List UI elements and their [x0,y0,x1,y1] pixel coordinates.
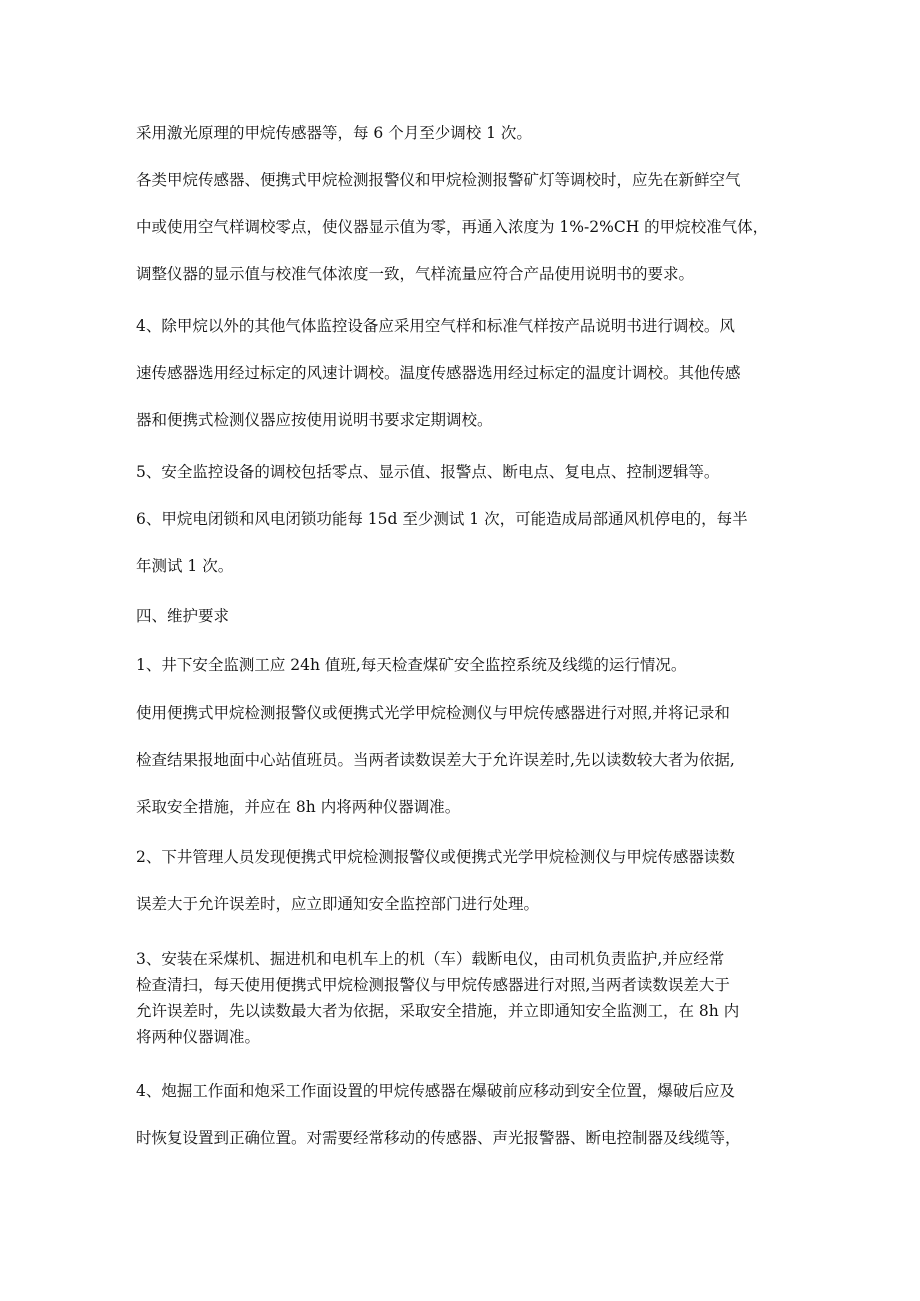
text-line: 器和便携式检测仪器应按使用说明书要求定期调校。 [136,411,493,429]
paragraph-item-3-onboard-breaker [136,946,804,1050]
text-line: 时恢复设置到正确位置。对需要经常移动的传感器、声光报警器、断电控制器及线缆等， [136,1129,741,1147]
text-line: 4、炮掘工作面和炮采工作面设置的甲烷传感器在爆破前应移动到安全位置，爆破后应及 [136,1082,735,1100]
text-line: 调整仪器的显示值与校准气体浓度一致，气样流量应符合产品使用说明书的要求。 [136,265,695,283]
text-line: 3、安装在采煤机、掘进机和电机车上的机（车）载断电仪，由司机负责监护,并应经常 [136,950,725,968]
text-line: 四、维护要求 [136,607,230,625]
paragraph-item-2-management [136,834,804,928]
text-line: 1、井下安全监测工应 24h 值班,每天检查煤矿安全监控系统及线缆的运行情况。 [136,656,687,674]
section-heading-maintenance [136,593,804,640]
text-line: 速传感器选用经过标定的风速计调校。温度传感器选用经过标定的温度计调校。其他传感 [136,364,741,382]
paragraph-item-1-duty [136,642,804,689]
paragraph-item-4-blasting [136,1068,804,1162]
text-line: 各类甲烷传感器、便携式甲烷检测报警仪和甲烷检测报警矿灯等调校时，应先在新鲜空气 [136,171,741,189]
text-line: 将两种仪器调准。 [136,1028,261,1046]
paragraph-portable-comparison [136,690,804,831]
text-line: 4、除甲烷以外的其他气体监控设备应采用空气样和标准气样按产品说明书进行调校。风 [136,317,735,335]
text-line: 年测试 1 次。 [136,557,234,575]
paragraph-item-6-lockout-test [136,496,804,590]
text-line: 检查结果报地面中心站值班员。当两者读数误差大于允许误差时,先以读数较大者为依据, [136,751,735,769]
text-line: 2、下井管理人员发现便携式甲烷检测报警仪或便携式光学甲烷检测仪与甲烷传感器读数 [136,848,735,866]
text-line: 采取安全措施，并应在 8h 内将两种仪器调准。 [136,798,461,816]
paragraph-item-5-calibration-scope [136,449,804,496]
paragraph-calibration-laser [136,110,804,157]
text-line: 5、安全监控设备的调校包括零点、显示值、报警点、断电点、复电点、控制逻辑等。 [136,463,720,481]
text-line: 误差大于允许误差时，应立即通知安全监控部门进行处理。 [136,895,540,913]
text-line: 检查清扫，每天使用便携式甲烷检测报警仪与甲烷传感器进行对照,当两者读数误差大于 [136,976,730,994]
text-line: 允许误差时，先以读数最大者为依据，采取安全措施，并立即通知安全监测工，在 8h 内 [136,1002,740,1020]
text-line: 中或使用空气样调校零点，使仪器显示值为零，再通入浓度为 1%-2%CH 的甲烷校准气体， [136,218,769,236]
text-line: 采用激光原理的甲烷传感器等，每 6 个月至少调校 1 次。 [136,124,532,142]
text-line: 6、甲烷电闭锁和风电闭锁功能每 15d 至少测试 1 次，可能造成局部通风机停电的，每半 [136,510,748,528]
paragraph-item-4-other-gas [136,303,804,444]
paragraph-methane-sensor-calibration [136,157,804,298]
text-line: 使用便携式甲烷检测报警仪或便携式光学甲烷检测仪与甲烷传感器进行对照,并将记录和 [136,704,730,722]
